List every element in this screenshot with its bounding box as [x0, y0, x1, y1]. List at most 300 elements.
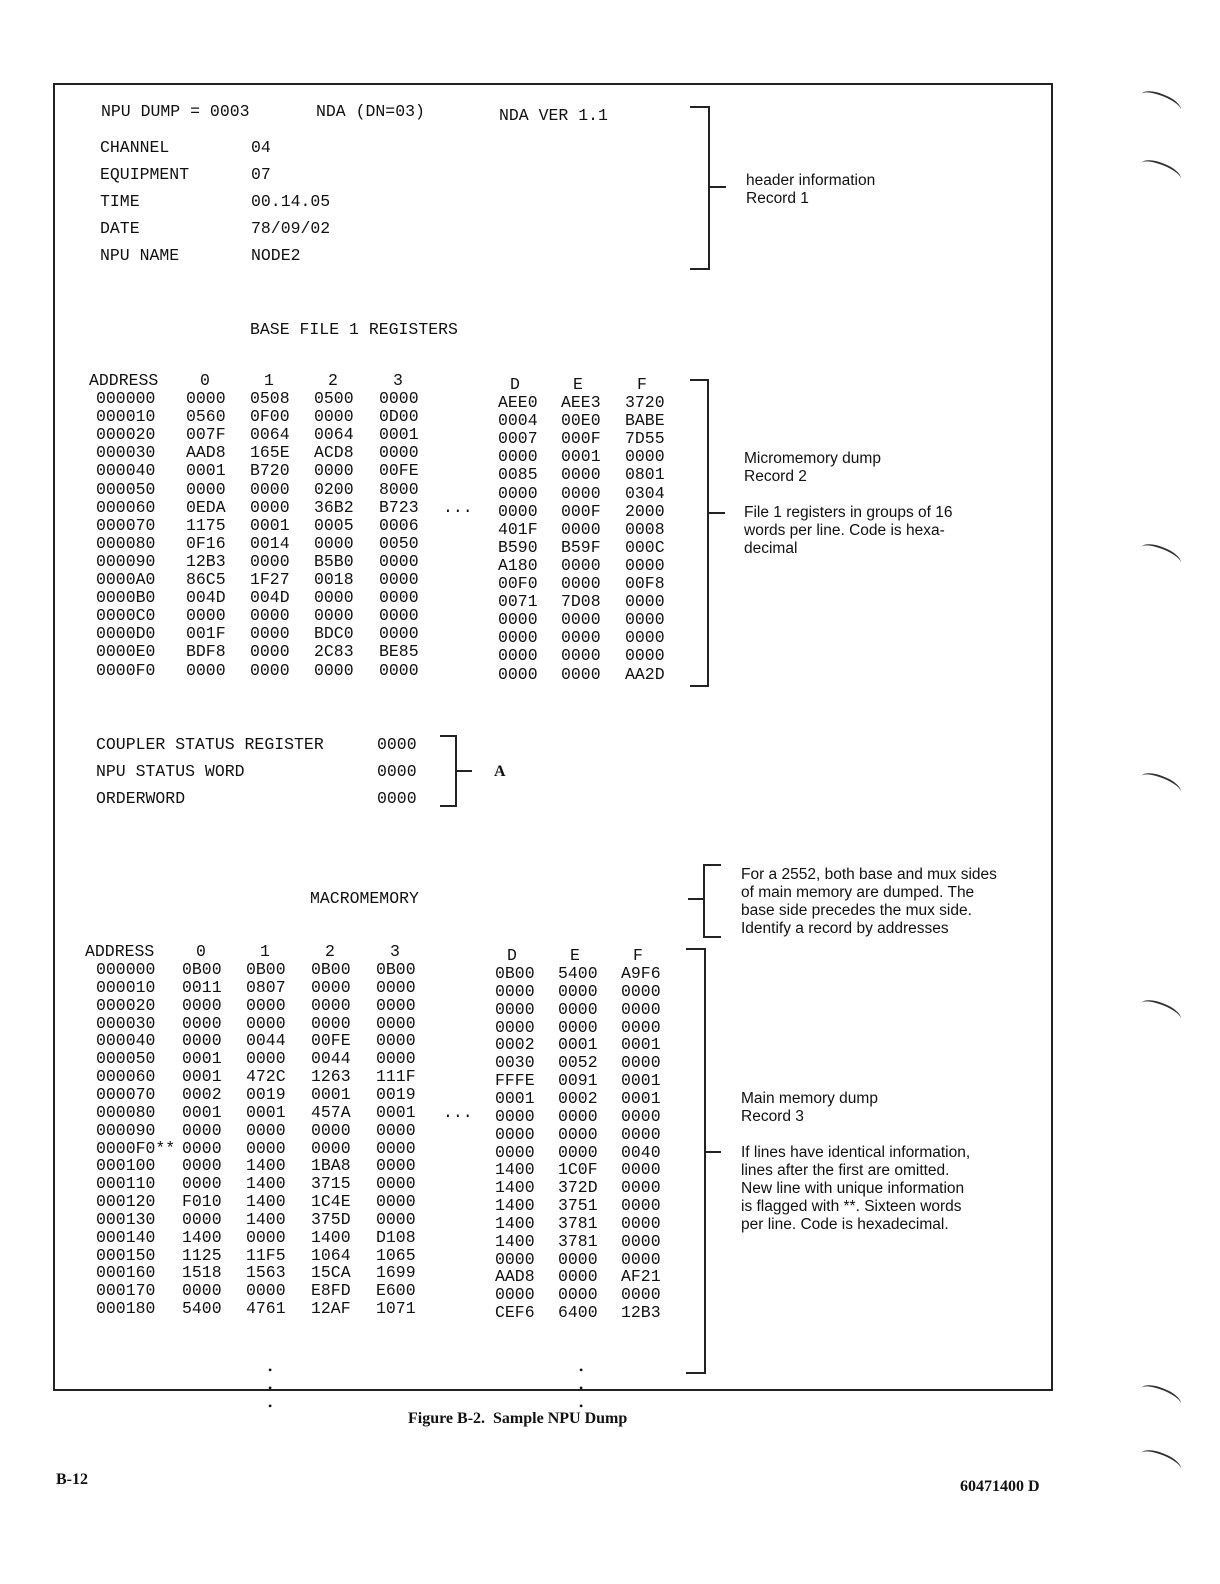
- hex-cell: 0000: [182, 1138, 222, 1158]
- column-header: 0: [200, 371, 210, 390]
- hex-cell: 0000: [314, 461, 354, 481]
- hex-cell: 7D08: [561, 592, 601, 612]
- hex-cell: 0000: [561, 628, 601, 648]
- hex-cell: 1518: [182, 1263, 222, 1283]
- hex-cell: E8FD: [311, 1281, 351, 1301]
- hex-cell: 0EDA: [186, 497, 226, 517]
- hex-cell: 0000: [498, 628, 538, 648]
- hex-cell: AF21: [621, 1267, 661, 1287]
- hex-cell: 0000: [621, 1285, 661, 1305]
- hex-cell: 0000: [376, 995, 416, 1015]
- header-field-value: 78/09/02: [251, 219, 331, 238]
- status-label: ORDERWORD: [96, 789, 186, 808]
- hex-cell: A9F6: [621, 964, 661, 983]
- hex-cell: 1175: [186, 515, 226, 535]
- hex-cell: 0001: [246, 1102, 286, 1122]
- hex-cell: 0200: [314, 479, 354, 499]
- hex-cell: B720: [250, 461, 290, 481]
- column-header: 1: [260, 942, 270, 961]
- hex-cell: 1C0F: [558, 1160, 598, 1180]
- macromemory-title: MACROMEMORY: [310, 889, 419, 908]
- row-address: 000130: [96, 1209, 156, 1229]
- hex-cell: 0000: [558, 999, 598, 1019]
- binder-mark: [1139, 87, 1184, 118]
- hex-cell: 0000: [376, 1120, 416, 1140]
- column-header: E: [570, 946, 580, 965]
- hex-cell: 0000: [182, 1209, 222, 1229]
- hex-cell: 0001: [379, 425, 419, 445]
- hex-cell: 0000: [561, 646, 601, 666]
- hex-cell: 0000: [376, 1209, 416, 1229]
- row-address: 000090: [96, 551, 156, 571]
- column-ellipsis: ...: [443, 1102, 473, 1122]
- hex-cell: 0006: [379, 515, 419, 535]
- hex-cell: 372D: [558, 1178, 598, 1198]
- hex-cell: 0001: [558, 1035, 598, 1055]
- hex-cell: 0000: [495, 1124, 535, 1144]
- hex-cell: B5B0: [314, 551, 354, 571]
- hex-cell: 12AF: [311, 1299, 351, 1319]
- row-address: 000140: [96, 1227, 156, 1247]
- row-address: 000000: [96, 389, 156, 408]
- hex-cell: 0001: [376, 1102, 416, 1122]
- hex-cell: 0000: [558, 1267, 598, 1287]
- hex-cell: 00FE: [379, 461, 419, 481]
- row-address: 000040: [96, 461, 156, 481]
- hex-cell: 1400: [495, 1213, 535, 1233]
- hex-cell: 0000: [558, 1106, 598, 1126]
- column-header: 2: [325, 942, 335, 961]
- hex-cell: 0560: [186, 407, 226, 427]
- hex-cell: 0000: [250, 479, 290, 499]
- hex-cell: 0000: [186, 606, 226, 626]
- hex-cell: 0000: [379, 660, 419, 680]
- hex-cell: 0F00: [250, 407, 290, 427]
- hex-cell: 0000: [495, 1249, 535, 1269]
- status-label: COUPLER STATUS REGISTER: [96, 735, 324, 754]
- hex-cell: D108: [376, 1227, 416, 1247]
- hex-cell: 0000: [376, 1013, 416, 1033]
- hex-cell: 111F: [376, 1067, 416, 1087]
- column-header: D: [507, 946, 517, 965]
- hex-cell: 00F0: [498, 574, 538, 593]
- status-bracket-tick: [455, 770, 472, 772]
- nda-version: NDA VER 1.1: [499, 106, 608, 125]
- hex-cell: 0000: [558, 1285, 598, 1305]
- hex-cell: BE85: [379, 642, 419, 662]
- hex-cell: 0000: [379, 570, 419, 589]
- hex-cell: 0000: [250, 497, 290, 517]
- hex-cell: 0007: [498, 429, 538, 449]
- header-field-label: CHANNEL: [100, 138, 170, 157]
- hex-cell: AA2D: [625, 664, 665, 684]
- hex-cell: 0000: [379, 606, 419, 626]
- header-annotation: header information Record 1: [746, 172, 876, 207]
- row-address: 000010: [96, 977, 156, 997]
- binder-mark: [1139, 1446, 1184, 1477]
- hex-cell: AAD8: [186, 443, 226, 463]
- macro-note-tick: [688, 898, 703, 900]
- hex-cell: 0000: [495, 999, 535, 1019]
- hex-cell: 0000: [311, 1138, 351, 1158]
- hex-cell: BDF8: [186, 642, 226, 662]
- hex-cell: 0011: [182, 977, 222, 997]
- base-file-annotation: Micromemory dump Record 2 File 1 registers in groups of 16 words per line. Code is hexa- decimal: [744, 450, 953, 557]
- hex-cell: 0000: [314, 606, 354, 626]
- hex-cell: E600: [376, 1281, 416, 1301]
- hex-cell: 0000: [495, 981, 535, 1001]
- hex-cell: 0000: [621, 1124, 661, 1144]
- hex-cell: 0000: [376, 1049, 416, 1069]
- status-annotation: A: [494, 763, 506, 780]
- header-field-label: DATE: [100, 219, 140, 238]
- hex-cell: 375D: [311, 1209, 351, 1229]
- hex-cell: 0019: [246, 1084, 286, 1104]
- row-address: 000060: [96, 497, 156, 517]
- header-bracket: [690, 106, 710, 270]
- hex-cell: 0F16: [186, 533, 226, 553]
- hex-cell: 0D00: [379, 407, 419, 427]
- hex-cell: 004D: [186, 588, 226, 608]
- row-address: 0000E0: [96, 642, 156, 662]
- hex-cell: 0500: [314, 389, 354, 408]
- hex-cell: 0000: [314, 407, 354, 427]
- hex-cell: 0000: [495, 1285, 535, 1305]
- hex-cell: 0000: [379, 443, 419, 463]
- row-address: 000020: [96, 995, 156, 1015]
- binder-mark: [1139, 1381, 1184, 1412]
- row-address: 000100: [96, 1156, 156, 1176]
- hex-cell: 401F: [498, 519, 538, 539]
- column-header: 0: [196, 942, 206, 961]
- row-address: 000010: [96, 407, 156, 427]
- hex-cell: 0000: [250, 624, 290, 644]
- hex-cell: 0044: [246, 1031, 286, 1051]
- status-label: NPU STATUS WORD: [96, 762, 245, 781]
- row-address: 000110: [96, 1174, 156, 1194]
- hex-cell: 0000: [376, 1138, 416, 1158]
- hex-cell: 007F: [186, 425, 226, 445]
- hex-cell: 0000: [621, 1213, 661, 1233]
- hex-cell: 3720: [625, 393, 665, 412]
- column-header: 3: [390, 942, 400, 961]
- hex-cell: 0000: [379, 588, 419, 608]
- row-address: 0000B0: [96, 588, 156, 608]
- hex-cell: B723: [379, 497, 419, 517]
- dump-line: NPU DUMP = 0003: [101, 102, 250, 121]
- hex-cell: 1400: [495, 1196, 535, 1216]
- hex-cell: 15CA: [311, 1263, 351, 1283]
- hex-cell: 0001: [495, 1088, 535, 1108]
- hex-cell: 1400: [311, 1227, 351, 1247]
- column-header: 1: [264, 371, 274, 390]
- hex-cell: 0000: [246, 1049, 286, 1069]
- hex-cell: 0000: [621, 1053, 661, 1073]
- hex-cell: 0508: [250, 389, 290, 408]
- hex-cell: 0000: [250, 660, 290, 680]
- hex-cell: BABE: [625, 411, 665, 431]
- header-field-label: TIME: [100, 192, 140, 211]
- hex-cell: 0000: [311, 977, 351, 997]
- row-address: 000080: [96, 1102, 156, 1122]
- hex-cell: 0018: [314, 570, 354, 589]
- hex-cell: 0000: [558, 1017, 598, 1037]
- hex-cell: 0000: [625, 555, 665, 575]
- hex-cell: 0801: [625, 465, 665, 485]
- hex-cell: 2000: [625, 501, 665, 521]
- column-header: 2: [328, 371, 338, 390]
- hex-cell: 1400: [246, 1156, 286, 1176]
- hex-cell: 11F5: [246, 1245, 286, 1265]
- hex-cell: 0001: [250, 515, 290, 535]
- hex-cell: 000C: [625, 537, 665, 557]
- hex-cell: 0000: [376, 977, 416, 997]
- hex-cell: 0050: [379, 533, 419, 553]
- hex-cell: 0807: [246, 977, 286, 997]
- row-address: 000050: [96, 479, 156, 499]
- column-header: F: [633, 946, 643, 965]
- hex-cell: 0000: [314, 533, 354, 553]
- hex-cell: 0000: [186, 389, 226, 408]
- hex-cell: 86C5: [186, 570, 226, 589]
- base-file-bracket-tick: [707, 512, 725, 514]
- hex-cell: 0002: [495, 1035, 535, 1055]
- hex-cell: 1699: [376, 1263, 416, 1283]
- hex-cell: 0000: [621, 1160, 661, 1180]
- hex-cell: 0000: [379, 624, 419, 644]
- hex-cell: 0019: [376, 1084, 416, 1104]
- header-field-value: 00.14.05: [251, 192, 331, 211]
- row-address: 000040: [96, 1031, 156, 1051]
- hex-cell: 0000: [621, 1106, 661, 1126]
- row-address: 000070: [96, 1084, 156, 1104]
- binder-mark: [1139, 996, 1184, 1027]
- hex-cell: 0000: [246, 1138, 286, 1158]
- hex-cell: 0000: [498, 664, 538, 684]
- hex-cell: A180: [498, 555, 538, 575]
- hex-cell: 00F8: [625, 574, 665, 593]
- hex-cell: FFFE: [495, 1071, 535, 1091]
- hex-cell: AAD8: [495, 1267, 535, 1287]
- hex-cell: 0040: [621, 1142, 661, 1162]
- hex-cell: 0000: [311, 995, 351, 1015]
- header-field-value: 07: [251, 165, 271, 184]
- hex-cell: 0071: [498, 592, 538, 612]
- hex-cell: 0002: [558, 1088, 598, 1108]
- hex-cell: 0000: [621, 1017, 661, 1037]
- hex-cell: 0000: [498, 501, 538, 521]
- row-address: 000080: [96, 533, 156, 553]
- column-header: E: [573, 375, 583, 394]
- hex-cell: 1400: [495, 1178, 535, 1198]
- hex-cell: 0001: [311, 1084, 351, 1104]
- hex-cell: 5400: [182, 1299, 222, 1319]
- hex-cell: 0001: [182, 1067, 222, 1087]
- row-address: 000060: [96, 1067, 156, 1087]
- header-field-value: NODE2: [251, 246, 301, 265]
- hex-cell: 0001: [182, 1049, 222, 1069]
- binder-mark: [1139, 540, 1184, 571]
- hex-cell: 3781: [558, 1213, 598, 1233]
- hex-cell: 0B00: [376, 960, 416, 979]
- hex-cell: 0000: [314, 660, 354, 680]
- row-address: 000180: [96, 1299, 156, 1319]
- hex-cell: 0000: [561, 465, 601, 485]
- hex-cell: 0000: [250, 551, 290, 571]
- hex-cell: 3751: [558, 1196, 598, 1216]
- hex-cell: 0000: [186, 660, 226, 680]
- address-header: ADDRESS: [89, 371, 159, 390]
- hex-cell: 0000: [182, 1120, 222, 1140]
- hex-cell: 1400: [246, 1192, 286, 1212]
- hex-cell: 1071: [376, 1299, 416, 1319]
- hex-cell: 0000: [314, 588, 354, 608]
- hex-cell: BDC0: [314, 624, 354, 644]
- column-ellipsis: ...: [443, 497, 473, 517]
- hex-cell: 0000: [311, 1013, 351, 1033]
- hex-cell: 0000: [561, 519, 601, 539]
- hex-cell: 0000: [621, 999, 661, 1019]
- row-address: 0000C0: [96, 606, 156, 626]
- hex-cell: 0000: [246, 1281, 286, 1301]
- hex-cell: AEE3: [561, 393, 601, 412]
- hex-cell: 00E0: [561, 411, 601, 431]
- hex-cell: B59F: [561, 537, 601, 557]
- macro-note-bracket: [703, 864, 721, 938]
- hex-cell: 0000: [561, 610, 601, 630]
- hex-cell: 3781: [558, 1231, 598, 1251]
- header-field-label: EQUIPMENT: [100, 165, 190, 184]
- hex-cell: 472C: [246, 1067, 286, 1087]
- hex-cell: 0014: [250, 533, 290, 553]
- hex-cell: 0000: [182, 995, 222, 1015]
- hex-cell: 0000: [561, 555, 601, 575]
- hex-cell: 0052: [558, 1053, 598, 1073]
- column-header: 3: [393, 371, 403, 390]
- hex-cell: 00FE: [311, 1031, 351, 1051]
- hex-cell: 7D55: [625, 429, 665, 449]
- hex-cell: 0B00: [246, 960, 286, 979]
- row-address: 0000D0: [96, 624, 156, 644]
- hex-cell: 0000: [250, 642, 290, 662]
- hex-cell: 0000: [495, 1106, 535, 1126]
- macro-bracket: [686, 948, 706, 1374]
- row-address: 000050: [96, 1049, 156, 1069]
- hex-cell: 0000: [182, 1281, 222, 1301]
- macro-bracket-tick: [704, 1151, 721, 1153]
- hex-cell: 165E: [250, 443, 290, 463]
- column-header: D: [510, 375, 520, 394]
- hex-cell: 0000: [246, 995, 286, 1015]
- hex-cell: 0000: [311, 1120, 351, 1140]
- hex-cell: 0000: [495, 1017, 535, 1037]
- hex-cell: 0000: [182, 1156, 222, 1176]
- hex-cell: 0000: [621, 981, 661, 1001]
- page-number: B-12: [56, 1471, 88, 1488]
- hex-cell: 0000: [625, 610, 665, 630]
- hex-cell: 0000: [182, 1174, 222, 1194]
- continuation-dots-left: • • •: [268, 1363, 273, 1413]
- hex-cell: 1563: [246, 1263, 286, 1283]
- hex-cell: 0000: [625, 646, 665, 666]
- status-value: 0000: [377, 735, 417, 754]
- hex-cell: 0001: [621, 1088, 661, 1108]
- hex-cell: 1C4E: [311, 1192, 351, 1212]
- row-address: 000000: [96, 960, 156, 979]
- hex-cell: 1065: [376, 1245, 416, 1265]
- binder-mark: [1139, 156, 1184, 187]
- hex-cell: 0000: [498, 483, 538, 503]
- hex-cell: 0064: [250, 425, 290, 445]
- continuation-dots-right: • • •: [579, 1363, 584, 1413]
- hex-cell: 0000: [498, 447, 538, 467]
- hex-cell: 0000: [376, 1192, 416, 1212]
- hex-cell: 1400: [495, 1231, 535, 1251]
- hex-cell: 0001: [561, 447, 601, 467]
- hex-cell: 36B2: [314, 497, 354, 517]
- hex-cell: 0005: [314, 515, 354, 535]
- hex-cell: 0000: [621, 1178, 661, 1198]
- hex-cell: 6400: [558, 1303, 598, 1323]
- row-address: 0000F0**: [96, 1138, 176, 1158]
- address-header: ADDRESS: [85, 942, 155, 961]
- hex-cell: 2C83: [314, 642, 354, 662]
- hex-cell: 1400: [246, 1174, 286, 1194]
- hex-cell: 0B00: [311, 960, 351, 979]
- hex-cell: 0000: [621, 1249, 661, 1269]
- header-field-value: 04: [251, 138, 271, 157]
- hex-cell: 0000: [561, 483, 601, 503]
- hex-cell: 0000: [186, 479, 226, 499]
- figure-caption: Figure B-2. Sample NPU Dump: [408, 1410, 628, 1427]
- base-file-title: BASE FILE 1 REGISTERS: [250, 320, 458, 339]
- hex-cell: 0085: [498, 465, 538, 485]
- macro-note: For a 2552, both base and mux sides of main memory are dumped. The base side precedes the mux side. Identify a record by addresses: [741, 866, 997, 937]
- hex-cell: 0000: [246, 1013, 286, 1033]
- hex-cell: 0000: [621, 1196, 661, 1216]
- row-address: 0000A0: [96, 570, 156, 589]
- nda-dn: NDA (DN=03): [316, 102, 425, 121]
- hex-cell: 0000: [558, 981, 598, 1001]
- hex-cell: 0001: [186, 461, 226, 481]
- hex-cell: 0000: [376, 1031, 416, 1051]
- hex-cell: CEF6: [495, 1303, 535, 1323]
- hex-cell: 0000: [558, 1142, 598, 1162]
- hex-cell: 0000: [182, 1013, 222, 1033]
- row-address: 000120: [96, 1192, 156, 1212]
- row-address: 000070: [96, 515, 156, 535]
- hex-cell: F010: [182, 1192, 222, 1212]
- hex-cell: 0000: [498, 646, 538, 666]
- hex-cell: 0000: [561, 664, 601, 684]
- hex-cell: 0030: [495, 1053, 535, 1073]
- hex-cell: 0000: [621, 1231, 661, 1251]
- hex-cell: 0000: [625, 628, 665, 648]
- binder-mark: [1139, 769, 1184, 800]
- hex-cell: 0091: [558, 1071, 598, 1091]
- row-address: 000170: [96, 1281, 156, 1301]
- hex-cell: 1F27: [250, 570, 290, 589]
- hex-cell: 0000: [182, 1031, 222, 1051]
- hex-cell: 0000: [379, 551, 419, 571]
- base-file-bracket: [690, 379, 709, 687]
- hex-cell: 0001: [621, 1071, 661, 1091]
- hex-cell: 0000: [495, 1142, 535, 1162]
- hex-cell: 0000: [558, 1249, 598, 1269]
- document-number: 60471400 D: [960, 1478, 1040, 1495]
- hex-cell: 0B00: [182, 960, 222, 979]
- row-address: 000090: [96, 1120, 156, 1140]
